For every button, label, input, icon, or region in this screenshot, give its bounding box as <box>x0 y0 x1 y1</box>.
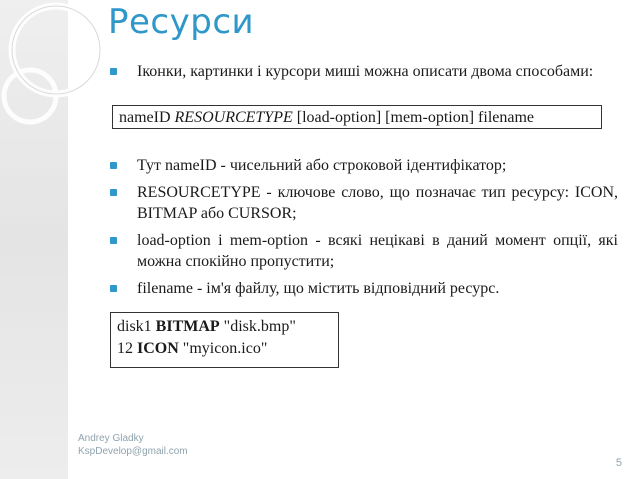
bullet-marker <box>110 237 117 244</box>
example-keyword: BITMAP <box>155 318 220 335</box>
syntax-resource-type: RESOURCETYPE <box>174 109 293 126</box>
bullet-marker <box>110 68 117 75</box>
example-box <box>110 312 339 368</box>
example-file: "myicon.ico" <box>182 340 268 357</box>
bullet-marker <box>110 162 117 169</box>
bullet-marker <box>110 189 117 196</box>
bullet-text: Іконки, картинки і курсори миші можна описати двома способами: <box>137 63 594 80</box>
example-line-2 <box>117 338 332 360</box>
bullet-text: Тут nameID - чисельний або строковой ідентифікатор; <box>137 157 507 174</box>
syntax-options: [load-option] [mem-option] filename <box>296 109 535 126</box>
example-file: "disk.bmp" <box>223 318 296 335</box>
example-name: disk1 <box>117 318 152 335</box>
intro-bullet-list <box>102 61 618 82</box>
footer-author-block <box>78 432 198 458</box>
bullet-resourcetype <box>102 182 618 224</box>
bullet-filename <box>102 278 618 299</box>
page-number: 5 <box>615 457 622 469</box>
bullet-text: filename - ім'я файлу, що містить відповідний ресурс. <box>137 280 500 297</box>
example-name: 12 <box>117 340 133 357</box>
syntax-name-id: nameID <box>119 109 171 126</box>
bullet-text: RESOURCETYPE - ключове слово, що позначає тип ресурсу: ICON, BITMAP або CURSOR; <box>137 184 618 222</box>
example-keyword: ICON <box>137 340 179 357</box>
bullet-marker <box>110 285 117 292</box>
bullet-nameid <box>102 155 618 176</box>
slide-title: Ресурси <box>108 2 255 42</box>
bullet-options <box>102 230 618 272</box>
description-bullet-list <box>102 155 618 299</box>
footer-email: KspDevelop@gmail.com <box>78 446 188 457</box>
footer-author: Andrey Gladky <box>78 433 144 444</box>
bullet-intro <box>102 61 618 82</box>
example-line-1 <box>117 316 332 338</box>
syntax-box <box>112 105 602 129</box>
bullet-text: load-option і mem-option - всякі нецікаві в даний момент опції, які можна спокійно пропустити; <box>137 232 618 270</box>
